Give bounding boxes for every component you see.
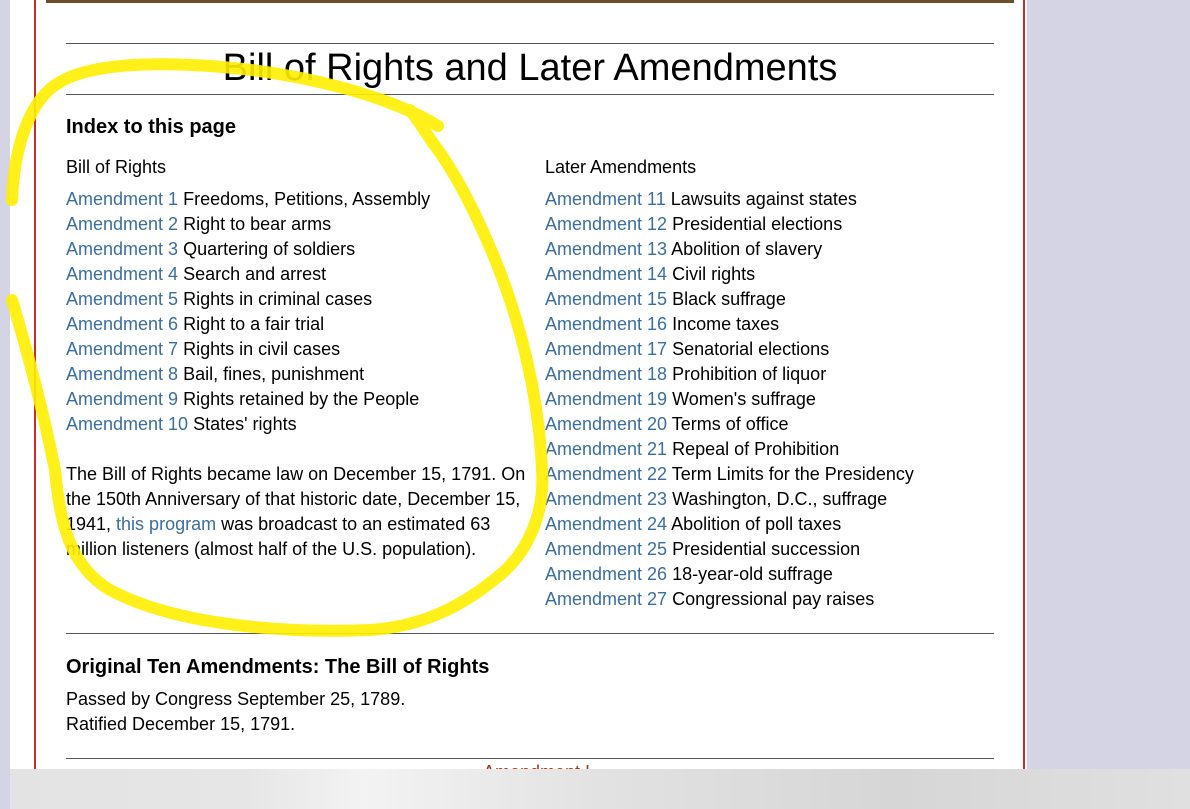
page-frame-right-border: [1023, 0, 1025, 770]
amendment-description: Rights in civil cases: [183, 339, 341, 359]
amendment-description: Term Limits for the Presidency: [671, 464, 914, 484]
ratified-text: Ratified December 15, 1791.: [66, 714, 296, 734]
paragraph-text-after: was broadcast to an estimated 63 million listeners (almost half of the U.S. population).: [66, 514, 491, 559]
amendment-list-item: [545, 287, 914, 312]
title-top-rule: [66, 43, 994, 44]
amendment-list-item: [545, 487, 914, 512]
amendment-list-item: [545, 562, 914, 587]
amendment-description: Civil rights: [672, 264, 756, 284]
amendment-description: Presidential succession: [672, 539, 861, 559]
amendment-description: Rights retained by the People: [183, 389, 420, 409]
amendment-list-item: [545, 187, 914, 212]
amendment-list-item: [545, 237, 914, 262]
amendment-description: Income taxes: [672, 314, 780, 334]
amendment-link[interactable]: Amendment 26: [545, 564, 668, 584]
title-bottom-rule: [66, 94, 994, 95]
this-program-link[interactable]: this program: [116, 514, 217, 534]
passed-by-congress-text: Passed by Congress September 25, 1789.: [66, 689, 406, 709]
section-divider-rule: [66, 633, 994, 634]
page-frame-left-border: [34, 0, 36, 770]
amendment-description: Black suffrage: [672, 289, 786, 309]
amendment-list-item: [66, 312, 430, 337]
amendment-description: Rights in criminal cases: [183, 289, 373, 309]
amendment-description: Washington, D.C., suffrage: [672, 489, 888, 509]
amendment-link[interactable]: Amendment 8: [66, 364, 179, 384]
amendment-list-item: [545, 412, 914, 437]
amendment-link[interactable]: Amendment 14: [545, 264, 668, 284]
amendment-link[interactable]: Amendment 20: [545, 414, 668, 434]
amendment-list-item: [545, 537, 914, 562]
later-amendments-list: [545, 187, 914, 612]
amendment-link[interactable]: Amendment 15: [545, 289, 668, 309]
amendment-list-item: [545, 262, 914, 287]
amendment-list-item: [66, 362, 430, 387]
amendment-description: Women's suffrage: [672, 389, 816, 409]
page-title: Bill of Rights and Later Amendments: [222, 47, 838, 89]
amendment-description: Quartering of soldiers: [183, 239, 356, 259]
bottom-divider-rule: [66, 758, 994, 759]
amendment-link[interactable]: Amendment 3: [66, 239, 179, 259]
amendment-description: Abolition of poll taxes: [671, 514, 842, 534]
amendment-list-item: [545, 462, 914, 487]
index-heading: Index to this page: [66, 116, 237, 138]
bill-of-rights-column-heading: Bill of Rights: [66, 157, 167, 177]
amendment-description: Senatorial elections: [672, 339, 830, 359]
amendment-link[interactable]: Amendment 9: [66, 389, 179, 409]
bill-of-rights-list: [66, 187, 430, 437]
cutoff-next-heading-fragment: [483, 761, 590, 769]
amendment-link[interactable]: Amendment 13: [545, 239, 668, 259]
later-amendments-column-heading: Later Amendments: [545, 157, 697, 177]
amendment-description: Search and arrest: [183, 264, 327, 284]
amendment-link[interactable]: Amendment 7: [66, 339, 179, 359]
amendment-list-item: [66, 262, 430, 287]
bottom-overlay-bar: [10, 769, 1190, 809]
amendment-link[interactable]: Amendment 21: [545, 439, 668, 459]
amendment-list-item: [66, 412, 430, 437]
amendment-link[interactable]: Amendment 24: [545, 514, 668, 534]
amendment-link[interactable]: Amendment 6: [66, 314, 179, 334]
amendment-description: States' rights: [193, 414, 297, 434]
amendment-list-item: [545, 387, 914, 412]
amendment-list-item: [66, 237, 430, 262]
amendment-link[interactable]: Amendment 17: [545, 339, 668, 359]
amendment-description: Abolition of slavery: [671, 239, 823, 259]
amendment-description: Lawsuits against states: [670, 189, 857, 209]
original-ten-amendments-heading: Original Ten Amendments: The Bill of Rights: [66, 656, 490, 678]
amendment-link[interactable]: Amendment 22: [545, 464, 668, 484]
paragraph-text-before: The Bill of Rights became law on December 15, 1791. On the 150th Anniversary of that historic date, December 15, 1941,: [66, 464, 526, 534]
amendment-link[interactable]: Amendment 2: [66, 214, 179, 234]
header-banner-image: [46, 0, 1014, 3]
amendment-list-item: [545, 362, 914, 387]
amendment-description: Terms of office: [671, 414, 789, 434]
left-background-strip: [0, 0, 10, 809]
amendment-list-item: [66, 287, 430, 312]
amendment-description: 18-year-old suffrage: [672, 564, 833, 584]
amendment-link[interactable]: Amendment 1: [66, 189, 179, 209]
amendment-list-item: [66, 337, 430, 362]
amendment-list-item: [545, 587, 914, 612]
amendment-description: Right to bear arms: [183, 214, 332, 234]
amendment-list-item: [545, 337, 914, 362]
amendment-link[interactable]: Amendment 5: [66, 289, 179, 309]
amendment-description: Freedoms, Petitions, Assembly: [183, 189, 431, 209]
amendment-list-item: [66, 212, 430, 237]
amendment-list-item: [545, 437, 914, 462]
amendment-link[interactable]: Amendment 18: [545, 364, 668, 384]
amendment-list-item: [545, 212, 914, 237]
amendment-link[interactable]: Amendment 25: [545, 539, 668, 559]
amendment-list-item: [66, 187, 430, 212]
amendment-list-item: [66, 387, 430, 412]
amendment-link[interactable]: Amendment 11: [545, 189, 666, 209]
amendment-link[interactable]: Amendment 19: [545, 389, 668, 409]
amendment-description: Congressional pay raises: [672, 589, 875, 609]
amendment-description: Bail, fines, punishment: [183, 364, 365, 384]
amendment-description: Repeal of Prohibition: [672, 439, 840, 459]
amendment-link[interactable]: Amendment 10: [66, 414, 189, 434]
amendment-list-item: [545, 512, 914, 537]
amendment-list-item: [545, 312, 914, 337]
amendment-link[interactable]: Amendment 12: [545, 214, 668, 234]
amendment-description: Right to a fair trial: [183, 314, 325, 334]
amendment-link[interactable]: Amendment 27: [545, 589, 668, 609]
amendment-link[interactable]: Amendment 23: [545, 489, 668, 509]
amendment-description: Presidential elections: [672, 214, 843, 234]
right-background: [1027, 0, 1190, 809]
amendment-description: Prohibition of liquor: [672, 364, 827, 384]
amendment-link[interactable]: Amendment 4: [66, 264, 179, 284]
amendment-link[interactable]: Amendment 16: [545, 314, 668, 334]
bill-of-rights-paragraph: [66, 462, 531, 562]
